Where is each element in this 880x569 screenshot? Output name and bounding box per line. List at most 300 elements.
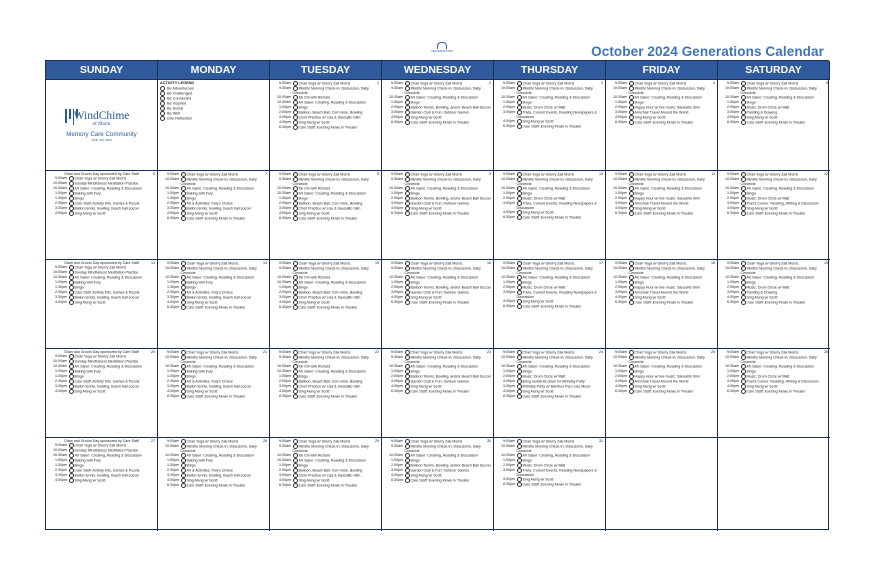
event-time: 3:00pm [615,110,627,115]
event-title: Mindful Morning Check-In, Discussion, Daily Chronicle [292,444,369,453]
activity-category-icon [741,300,746,305]
event-title: Balloon, Beach Ball, Corn Hole, Bowling [298,468,363,473]
event-time: 6:30pm [503,124,515,129]
event-time: 9:00am [55,176,67,181]
event-title: Music: Drum Circle w/ Matt [522,374,566,379]
brand-phone: (415) 461-4930 [91,138,112,142]
event-title: Tai Chi with Richard [298,364,331,369]
event-time: 6:30pm [615,300,627,305]
event-time: 2:00pm [391,196,403,201]
event-title: Chair Yoga w/ Sherry Zak Morris [746,81,799,86]
event-title: Balloon Tennis, Bowling, and/or Beach Ball Soccer [410,463,491,468]
event-title: Sing Along w/ Scott [634,206,666,211]
event-title: Ballon tennis, bowling, beach ball soccer [74,206,140,211]
event-title: Bingo [522,191,532,196]
event-item [384,266,491,275]
day-number: 30 [487,439,491,443]
event-description [293,125,380,130]
event-time: 3:30pm [167,473,179,478]
event-time: 6:30pm [279,394,291,399]
event-title: Chair Yoga w/ Sherry Zak Morris [298,350,351,355]
event-time: 2:00pm [503,463,515,468]
day-cell [158,348,270,437]
event-time: 2:00pm [391,374,403,379]
event-time: 4:00pm [167,211,179,216]
event-title: Baking with Fely [74,458,101,463]
day-cell [46,437,158,531]
event-item [496,444,603,453]
event-title: Mindful Morning Check-In, Discussion, Daily Chronicle [516,266,593,275]
event-title: Chair Yoga w/ Sherry Zak Morris [634,172,687,177]
event-time: 9:00am [167,350,179,354]
event-time: 4:00pm [503,389,515,394]
event-time: 9:00am [279,261,291,265]
event-title: Chair Yoga w/ Sherry Zak Morris [298,81,351,86]
event-item [496,86,603,95]
event-title: Sing Along w/ Scott [74,211,106,216]
event-title: Painting & Drawing [746,290,778,295]
event-time: 1:00pm [279,196,291,201]
event-title: Bingo [522,280,532,285]
event-time: 3:30pm [503,384,515,389]
event-time: 10:30am [165,453,179,458]
event-time: 2:00pm [615,196,627,201]
event-time: 10:00am [725,355,739,359]
event-time: 4:00pm [167,300,179,305]
activity-category-icon [629,300,634,305]
event-title: Mindful Morning Check-In, Discussion, Daily Chronicle [740,355,817,364]
event-title: Bingo [634,191,644,196]
event-time: 6:30pm [279,125,291,130]
event-title: Balloon Tennis, Bowling, and/or Beach Ball Soccer [410,374,491,379]
event-time: 1:30pm [55,374,67,379]
event-title: Sing Along w/ Scott [298,478,330,483]
event-description [741,300,829,305]
event-item [496,482,603,487]
event-title: Bingo [186,285,196,290]
event-time: 10:30am [277,280,291,285]
event-time: 6:30pm [391,211,403,216]
event-time: 10:30am [277,100,291,105]
event-time: 1:00pm [279,374,291,379]
event-title: Mindful Morning Check-In, Discussion, Daily Chronicle [180,177,257,186]
event-time: 1:00pm [503,191,515,196]
event-title: Sing Along w/ Scott [298,389,330,394]
event-item [608,120,715,125]
event-title: Art Salon: Creating, Reading & Discussion [634,275,703,280]
event-title: Poet's Corner: Reading, Writing & Discussion [746,201,819,206]
event-title: Music: Drum Circle w/ Matt [746,374,790,379]
event-time: 10:30am [53,186,67,191]
event-item [48,478,155,483]
event-description [629,177,716,186]
event-title: Ballon tennis, bowling, beach ball soccer [186,384,252,389]
event-time: 2:00pm [503,105,515,110]
event-item [384,389,491,394]
event-title: Choir Practice w/ Lisa & Sausalito Slim [298,115,361,120]
event-title: Bingo [298,285,308,290]
event-title: Sing Along w/ Scott [522,299,554,304]
event-time: 2:30pm [55,379,67,384]
event-time: 3:30pm [55,295,67,300]
event-title: Bingo [410,458,420,463]
event-time: 2:00pm [503,285,515,290]
event-item [160,305,267,310]
event-title: Sing Along w/ Scott [410,473,442,478]
event-time: 6:30pm [503,394,515,399]
day-number: 3 [601,81,603,85]
event-description [405,266,492,275]
day-number: 31 [599,439,603,443]
event-title: Art Salon: Creating, Reading & Discussion [186,364,255,369]
event-title: Care Staff: Evening Movie in Theater [522,124,582,129]
event-description [293,86,380,95]
event-title: Mindful Morning Check-In, Discussion, Daily Chronicle [292,177,369,186]
event-time: 2:00pm [279,468,291,473]
event-time: 4:00pm [279,478,291,483]
event-title: Mindful Morning Check-In, Discussion, Daily Chronicle [516,86,593,95]
event-description [405,177,492,186]
event-time: 4:00pm [727,115,739,120]
event-time: 9:00am [503,261,515,265]
event-description [517,215,604,220]
event-time: 4:00pm [391,473,403,478]
event-title: Bingo [74,285,84,290]
activity-category-icon [405,120,410,125]
event-title: Choir Practice w/ Lisa & Sausalito Slim [298,295,361,300]
event-title: Mindful Morning Check-In, Discussion, Daily Chronicle [404,355,481,364]
calendar-title: October 2024 Generations Calendar [591,44,824,59]
event-time: 6:30pm [727,389,739,394]
event-title: Chair Yoga w/ Sherry Zak Morris [410,439,463,444]
event-title: Balloon Tennis, Bowling, and/or Beach Ball Soccer [410,196,491,201]
event-item [384,211,491,216]
event-time: 9:30am [391,355,403,359]
event-title: Sing Along w/ Scott [186,300,218,305]
event-time: 10:00am [725,177,739,181]
event-time: 9:00am [279,350,291,354]
event-item [272,266,379,275]
event-title: Balloon, Beach Ball, Corn Hole, Bowling [298,379,363,384]
event-title: Chair Yoga w/ Sherry Zak Morris [410,261,463,266]
event-time: 2:00pm [503,196,515,201]
event-title: Mindful Morning Check-In, Discussion, Daily Chronicle [628,266,705,275]
event-time: 9:00am [167,439,179,443]
event-description [517,266,604,275]
event-time: 2:00pm [503,374,515,379]
event-description [741,120,829,125]
event-title: Balloon, Beach Ball, Corn Hole, Bowling [298,201,363,206]
event-time: 10:30am [389,275,403,280]
event-time: 1:00pm [55,280,67,285]
event-title: Art Salon: Creating, Reading & Discussion [522,95,591,100]
special-event: Glam and Groom Day sponsored by Care Staff [64,261,139,265]
event-title: Art Salon: Creating, Reading & Discussion [186,275,255,280]
event-title: Sing Along w/ Scott [298,211,330,216]
event-time: 1:00pm [727,100,739,105]
event-time: 9:30am [391,86,403,90]
event-time: 10:00am [165,177,179,181]
event-item [272,125,379,130]
event-title: Art Salon: Creating, Reading & Discussion [522,364,591,369]
event-item [272,216,379,221]
event-time: 10:00am [501,355,515,359]
event-title: Chair Yoga w/ Sherry Zak Morris [634,81,687,86]
day-header-tuesday: TUESDAY [270,61,382,79]
activity-category-icon [181,305,186,310]
event-time: 10:00am [277,364,291,369]
event-time: 4:00pm [391,384,403,389]
event-description [405,86,492,95]
event-title: Care Staff: Evening Movie in Theater [298,216,358,221]
event-time: 2:30pm [55,468,67,473]
activity-category-icon [293,305,298,310]
event-time: 2:00pm [615,105,627,110]
event-item [384,300,491,305]
event-time: 2:00pm [279,110,291,115]
event-time: 9:00am [727,81,739,85]
event-description [293,305,380,310]
event-title: Care Staff: Evening Movie in Theater [186,216,246,221]
event-title: Art Salon: Creating, Reading & Discussion [298,369,367,374]
event-title: Care Staff: Evening Movie in Theater [298,483,358,488]
day-number: 13 [151,261,155,265]
event-title: Mindful Morning Check-In, Discussion, Daily Chronicle [404,86,481,95]
legend-item-label: Be Well [167,111,181,116]
day-cell [270,437,382,531]
event-item [608,86,715,95]
event-time: 10:00am [613,86,627,90]
event-title: Bring residents down for Birthday Party [522,379,585,384]
event-time: 2:00pm [727,105,739,110]
event-title: Bingo [410,280,420,285]
event-title: Bingo [746,100,756,105]
event-title: Art Salon: Creating, Reading & Discussion [634,95,703,100]
event-time: 3:00pm [503,110,515,115]
event-time: 9:00am [727,350,739,354]
event-time: 1:00pm [503,280,515,285]
event-title: Music: Drum Circle w/ Matt [522,463,566,468]
event-title: Art Salon: Creating, Reading & Discussion [74,364,143,369]
event-time: 3:00pm [279,115,291,120]
day-number: 5 [826,81,828,85]
event-time: 1:00pm [727,280,739,285]
event-title: Sing Along w/ Scott [746,115,778,120]
event-title: Care Staff: Evening Movie in Theater [522,215,582,220]
event-time: 10:00am [613,355,627,359]
day-cell [606,259,718,348]
event-time: 10:00am [613,177,627,181]
day-number: 11 [711,172,715,176]
event-title: Garden Club & Fun: Outdoor Games [410,201,470,206]
event-time: 1:30pm [55,285,67,290]
day-header-wednesday: WEDNESDAY [382,61,494,79]
event-title: Chair Yoga w/ Sherry Zak Morris [74,176,127,181]
event-time: 10:30am [501,186,515,191]
event-time: 6:30pm [503,215,515,220]
event-title: Sing Along w/ Scott [522,389,554,394]
event-title: Happy Hour w/ live music: Sausalito Slim [634,374,700,379]
brand-name: WindChime [73,110,130,122]
event-title: Ballon tennis, bowling, beach ball soccer [74,295,140,300]
activity-category-icon [517,394,522,399]
event-title: Ballon tennis, bowling, beach ball soccer [74,384,140,389]
event-title: Garden Club & Fun: Outdoor Games [410,379,470,384]
event-title: Chair Yoga w/ Sherry Zak Morris [746,172,799,177]
event-title: Mindful Morning Check-In, Discussion, Daily Chronicle [516,355,593,364]
event-time: 10:30am [389,95,403,100]
event-time: 1:30pm [55,463,67,468]
activity-category-icon [181,394,186,399]
event-description [181,444,268,453]
legend-item-label: Be Social [167,106,184,111]
event-title: Chair Yoga w/ Sherry Zak Morris [522,261,575,266]
day-cell [382,259,494,348]
event-title: Sing Along w/ Scott [634,115,666,120]
event-title: Art Salon: Creating, Reading & Discussion [410,95,479,100]
event-description [517,124,604,129]
event-title: Tai Chi with Richard [298,186,331,191]
event-time: 4:00pm [55,389,67,394]
event-time: 6:30pm [503,482,515,487]
event-time: 4:00pm [615,384,627,389]
event-time: 10:00am [501,86,515,90]
day-number: 24 [599,350,603,354]
event-title: Bingo [634,280,644,285]
event-title: Chair Yoga w/ Sherry Zak Morris [74,443,127,448]
event-title: Art Salon: Creating, Reading & Discussion [410,453,479,458]
event-title: Bingo [410,369,420,374]
event-item [272,483,379,488]
event-title: Armchair Travel Around the World [634,290,689,295]
activity-category-icon [405,211,410,216]
event-description [405,300,492,305]
event-title: Sing Along w/ Scott [186,478,218,483]
event-time: 2:30pm [55,290,67,295]
event-time: 10:30am [53,275,67,280]
event-time: 1:00pm [167,458,179,463]
event-time: 6:30pm [391,120,403,125]
event-item [272,305,379,310]
event-time: 3:00pm [727,110,739,115]
event-item [608,177,715,186]
event-title: Bingo [634,369,644,374]
event-time: 3:00pm [503,290,515,295]
day-number: 20 [151,350,155,354]
day-cell [382,79,494,170]
event-title: Bingo [298,374,308,379]
event-title: Care Staff: Evening Movie in Theater [186,483,246,488]
event-title: Music: Drum Circle w/ Matt [522,196,566,201]
day-number: 9 [489,172,491,176]
special-event: Glam and Groom Day sponsored by Care Staff [64,350,139,354]
event-time: 3:00pm [391,290,403,295]
event-item [496,215,603,220]
event-item [496,468,603,477]
event-time: 10:30am [277,191,291,196]
day-cell [494,437,606,531]
event-time: 1:00pm [167,191,179,196]
event-time: 10:30am [277,458,291,463]
day-number: 10 [599,172,603,176]
event-time: 3:00pm [279,295,291,300]
event-description [405,211,492,216]
event-time: 9:00am [391,261,403,265]
event-time: 10:00am [165,444,179,448]
event-title: Art & Activities: Fely's Choice [186,379,233,384]
event-time: 9:00am [615,81,627,85]
activity-category-icon [181,483,186,488]
event-time: 10:00am [613,266,627,270]
event-title: Care Staff: Evening Movie in Theater [298,305,358,310]
event-item [720,120,828,125]
event-description [517,482,604,487]
event-title: Mindful Morning Check-In, Discussion, Daily Chronicle [404,444,481,453]
activity-category-icon [629,120,634,125]
event-title: Art Salon: Creating, Reading & Discussion [746,275,815,280]
event-title: Art Salon: Creating, Reading & Discussion [746,364,815,369]
event-description [405,444,492,453]
event-title: Art & Activities: Fely's Choice [186,468,233,473]
event-description [181,177,268,186]
event-title: Bingo [410,100,420,105]
event-time: 4:00pm [279,120,291,125]
day-cell [158,170,270,259]
event-title: Mindful Morning Check-In, Discussion, Daily Chronicle [404,177,481,186]
event-title: Bingo [522,458,532,463]
event-title: Art Salon: Creating, Reading & Discussion [74,186,143,191]
event-time: 3:00pm [279,206,291,211]
event-time: 9:00am [391,439,403,443]
event-time: 2:30pm [167,379,179,384]
event-time: 10:30am [725,186,739,191]
day-number: 19 [824,261,828,265]
event-title: Chair Yoga w/ Sherry Zak Morris [634,261,687,266]
event-item [160,394,267,399]
event-item [608,355,715,364]
event-time: 9:00am [391,350,403,354]
day-cell [158,259,270,348]
event-description [181,266,268,275]
event-time: 6:30pm [167,483,179,488]
event-time: 4:00pm [615,115,627,120]
event-title: Armchair Travel Around the World [634,379,689,384]
event-description [517,304,604,309]
event-item [272,355,379,364]
event-time: 6:30pm [279,305,291,310]
event-time: 10:30am [53,453,67,458]
event-time: 1:00pm [55,458,67,463]
event-title: Chair Yoga w/ Sherry Zak Morris [298,261,351,266]
event-title: Sing Along w/ Scott [186,389,218,394]
event-title: Sing Along w/ Scott [746,295,778,300]
day-number: 18 [711,261,715,265]
day-number: 15 [375,261,379,265]
event-title: Garden Club & Fun: Outdoor Games [410,468,470,473]
special-event: Glam and Groom Day sponsored by Care Staff [64,439,139,443]
day-number: 29 [375,439,379,443]
event-time: 10:30am [165,275,179,280]
event-time: 10:30am [389,186,403,191]
day-header-thursday: THURSDAY [494,61,606,79]
event-title: Art Salon: Creating, Reading & Discussion [298,191,367,196]
event-title: Care Staff: Activity Kits, Games & Puzzle [74,379,140,384]
event-title: Care Staff: Evening Movie in Theater [634,120,694,125]
day-cell [270,170,382,259]
event-title: Chair Yoga w/ Sherry Zak Morris [186,261,239,266]
day-cell [718,348,830,437]
event-title: Sing Along w/ Scott [74,389,106,394]
